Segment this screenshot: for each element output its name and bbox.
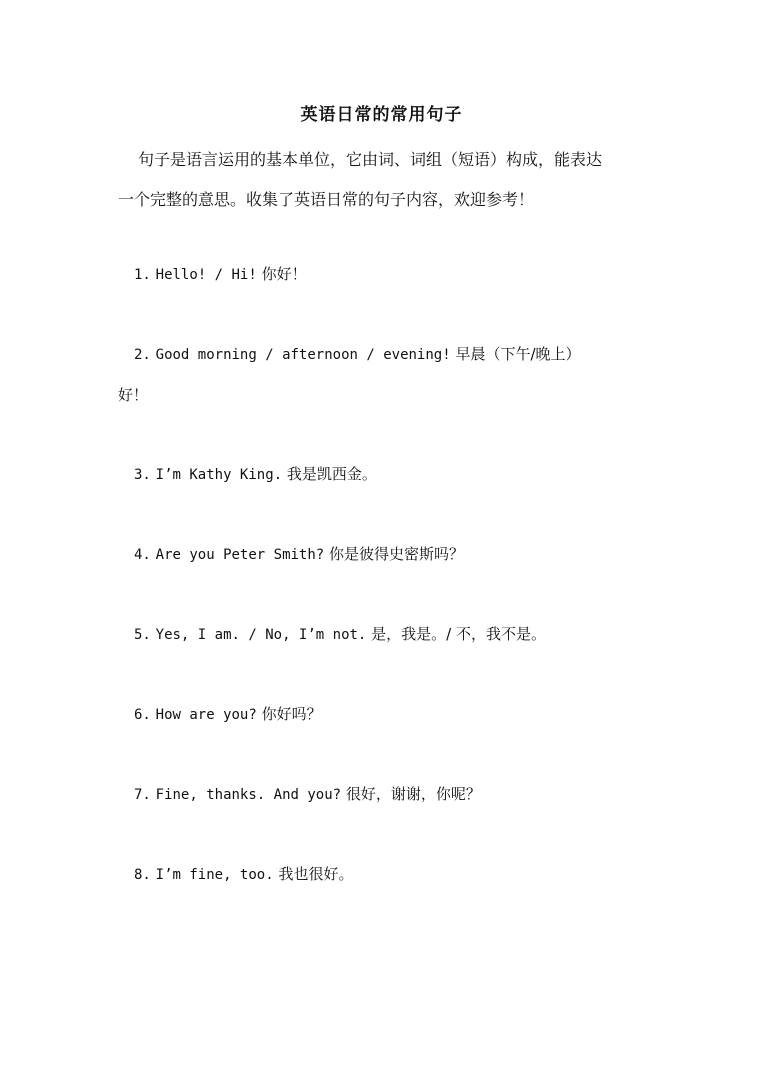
item-english: I’m fine, too. [155,867,274,883]
intro-paragraph [118,140,648,220]
item-number: 7. [134,787,151,803]
list-item [118,854,663,895]
item-chinese: 我也很好。 [278,865,354,883]
item-number: 1. [134,267,151,283]
item-chinese-continued: 好！ [118,386,149,404]
item-chinese: 你好！ [261,265,307,283]
item-english: Good morning / afternoon / evening! [155,347,451,363]
item-number: 5. [134,627,151,643]
item-number: 2. [134,347,151,363]
list-item [118,694,663,735]
item-chinese: 很好，谢谢，你呢？ [345,785,481,803]
list-item [118,254,663,295]
item-chinese: 你是彼得史密斯吗？ [329,545,465,563]
list-item [118,454,663,495]
item-chinese: 你好吗？ [261,705,322,723]
item-english: Are you Peter Smith? [155,547,325,563]
item-number: 4. [134,547,151,563]
item-chinese: 是，我是。/ 不，我不是。 [371,625,546,643]
list-item [118,774,663,815]
item-number: 6. [134,707,151,723]
intro-line: 句子是语言运用的基本单位，它由词、词组（短语）构成，能表达 [138,150,603,169]
item-english: Hello! / Hi! [155,267,257,283]
list-item [118,334,663,415]
item-english: I’m Kathy King. [155,467,283,483]
item-english: Fine, thanks. And you? [155,787,342,803]
list-item [118,534,663,575]
item-english: How are you? [155,707,257,723]
item-chinese: 我是凯西金。 [286,465,377,483]
intro-line: 一个完整的意思。收集了英语日常的句子内容，欢迎参考！ [118,190,535,209]
item-number: 8. [134,867,151,883]
list-item [118,614,663,655]
item-chinese: 早晨（下午/晚上） [455,345,581,363]
page-title: 英语日常的常用句子 [300,105,463,125]
item-number: 3. [134,467,151,483]
item-english: Yes, I am. / No, I’m not. [155,627,367,643]
